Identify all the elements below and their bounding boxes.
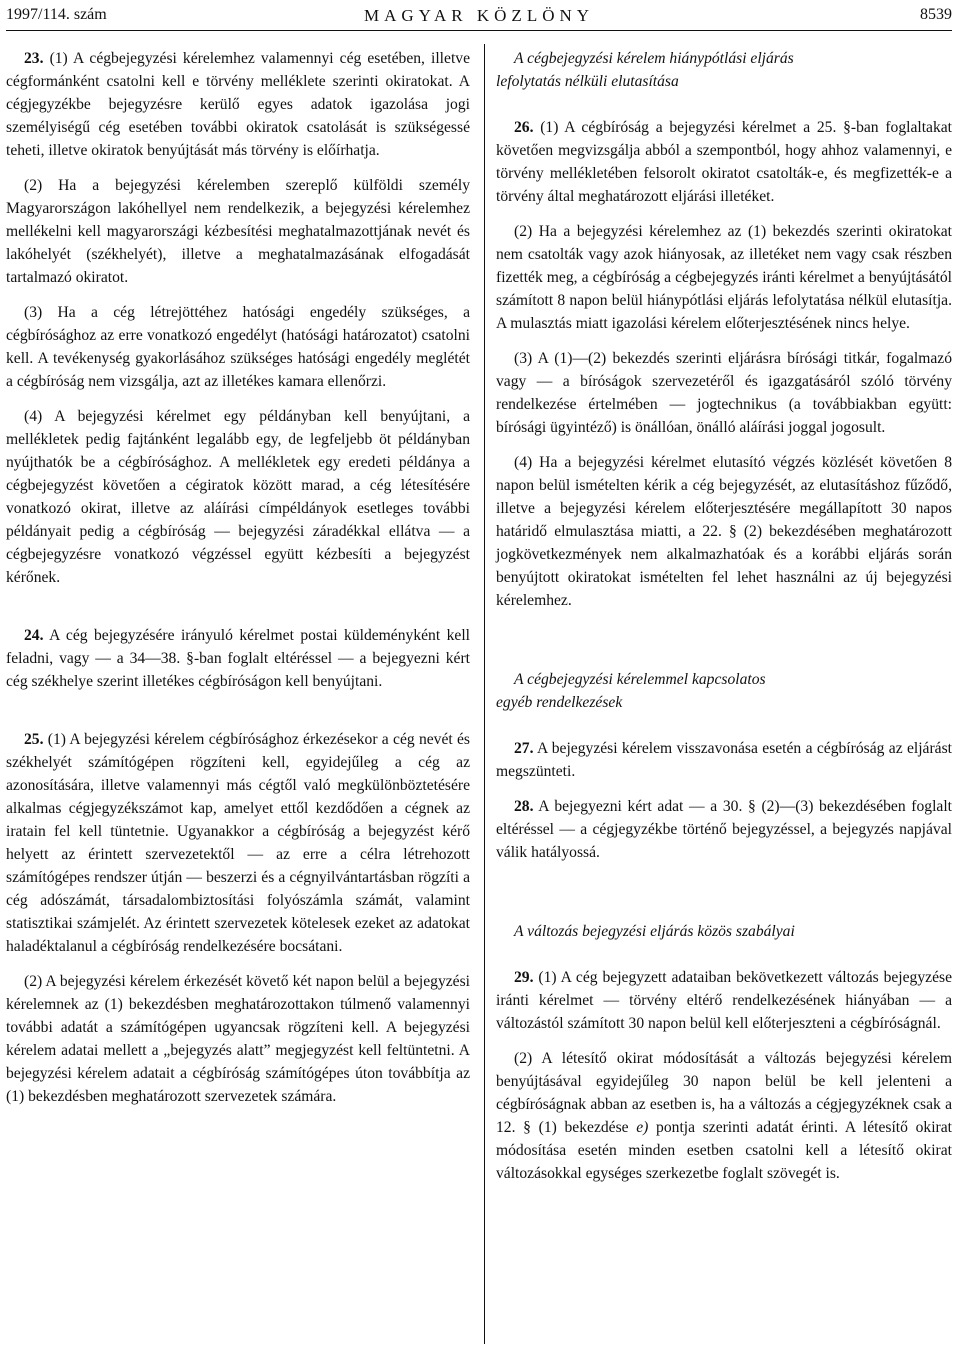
- heading-line: lefolytatás nélküli elutasítása: [496, 73, 679, 90]
- section-23-para-3: (3) Ha a cég létrejöttéhez hatósági engedély szükséges, a cégbírósághoz az erre vonatkozó engedélyt (hatósági határozatot) csatolni kell. A tevékenység gyakorlásához szükséges hatósági engedély meglétét a cégbíróság nem vizsgálja, azt az illetékes kamara ellenőrzi.: [6, 304, 470, 390]
- section-heading-3: A változás bejegyzési eljárás közös szabályai: [514, 923, 795, 940]
- section-heading-2: [496, 668, 952, 714]
- paragraph-text: (1) A cégbíróság a bejegyzési kérelmet a 25. §-ban foglaltakat követően megvizsgálja abból a szempontból, hogy ahhoz valamennyi, e törvény mellékletében felsorolt okiratot csatolták-e, és megfizették-e a törvény által meghatározott eljárási illetéket.: [496, 119, 952, 205]
- heading-line: A cégbejegyzési kérelemmel kapcsolatos: [514, 671, 766, 688]
- section-number: 25.: [24, 731, 44, 748]
- page-number: 8539: [920, 6, 952, 23]
- section-26-para-4: (4) Ha a bejegyzési kérelmet elutasító végzés közlését követően 8 napon belül ismételten kérik a cég bejegyzését, az elutasításhoz fűződő, illetve a bejegyzési kérelem előterjesztésére megállapított 30 napos határidő elmulasztása miatti, a 22. § (2) bekezdésében meghatározott jogkövetkezmények nem alkalmazhatóak és a korábbi eljárás során benyújtott okiratokat ismételten fel lehet használni az új bejegyzési kérelemhez.: [496, 454, 952, 609]
- section-number: 23.: [24, 50, 44, 67]
- left-column: [6, 47, 470, 1108]
- section-number: 26.: [514, 119, 534, 136]
- section-number: 29.: [514, 969, 534, 986]
- paragraph-text: (1) A bejegyzési kérelem cégbírósághoz érkezésekor a cég nevét és székhelyét számítógépen rögzíteni kell, egyidejűleg a cég az azonosítására, illetve valamennyi más cégtől való megkülönböztetésére alkalmas cégjegyzékszámot kap, amelyet ettől kezdődően a cégnek az iratain fel kell tüntetnie. Ugyanakkor a cégbíróság a bejegyzést kérő helyett az érintett szervezetektől — az erre a célra létrehozott számítógépes rendszer útján — beszerzi és a cégnyilvántartásban rögzíti a cég adószámát, társadalombiztosítási folyószámla számát, valamint statisztikai számjelét. Az érintett szervezetek kötelesek ezeket az adatokat haladéktalanul a cégbíróság rendelkezésére bocsátani.: [6, 731, 470, 955]
- section-29-para-2: [496, 1047, 952, 1185]
- section-23-para-1: [6, 47, 470, 162]
- column-divider: [484, 44, 485, 1344]
- page-header: [6, 6, 952, 32]
- section-heading-1: [496, 47, 952, 93]
- section-number: 28.: [514, 798, 534, 815]
- paragraph-text: A bejegyezni kért adat — a 30. § (2)—(3) bekezdésében foglalt eltéréssel — a cégjegyzékbe történő bejegyzéssel, a bejegyzés napjával válik hatályossá.: [496, 798, 952, 861]
- section-26-para-2: (2) Ha a bejegyzési kérelemhez az (1) bekezdés szerinti okiratokat nem csatolták vagy azok hiányosak, az illetéket nem vagy csak részben fizették meg, a cégbíróság a cégbejegyzés iránti kérelmet a benyújtásától számított 8 napon belül hiánypótlási eljárás lefolytatása nélkül elutasítja. A mulasztás miatt igazolási kérelem előterjesztésének nincs helye.: [496, 223, 952, 332]
- heading-line: A cégbejegyzési kérelem hiánypótlási eljárás: [514, 50, 794, 67]
- header-rule: [6, 30, 952, 31]
- point-reference: e): [636, 1119, 649, 1136]
- section-number: 24.: [24, 627, 44, 644]
- paragraph-text: (2) A létesítő okirat módosítását a változás bejegyzési kérelem benyújtásával egyidejűleg 30 napon belül be kell jelenteni a cégbíróságnak abban az esetben is, ha a változás a cégjegyzéknek csak a 12. § (1) bekezdése: [496, 1050, 952, 1136]
- section-28: [496, 795, 952, 864]
- paragraph-text: A cég bejegyzésére irányuló kérelmet postai küldeményként kell feladni, vagy — a 34—38. §-ban foglalt eltéréssel — a bejegyezni kért cég székhelye szerint illetékes cégbíróságon kell benyújtani.: [6, 627, 470, 690]
- section-24: [6, 624, 470, 693]
- section-26-para-1: [496, 116, 952, 208]
- paragraph-text: pontja szerinti adatát érinti. A létesítő okirat módosítása esetén minden esetben csatolni kell a létesítő okirat változásokkal egységes szerkezetbe foglalt szövegét is.: [496, 1119, 952, 1182]
- section-23-para-4: (4) A bejegyzési kérelmet egy példányban kell benyújtani, a mellékletek pedig fajtánként legalább egy, de legfeljebb öt példányban nyújthatók be a cégbírósághoz. A mellékletek egy eredeti példánya a cégbejegyzést követően a cégiratok között marad, a cég létesítésére vonatkozó okirat, illetve az aláírási címpéldányok esetleges további példányait pedig a cégbíróság — bejegyzési záradékkal ellátva — a cégbejegyzésre vonatkozó végzéssel együtt kézbesíti a bejegyzést kérőnek.: [6, 408, 470, 586]
- section-23-para-2: (2) Ha a bejegyzési kérelemben szereplő külföldi személy Magyarországon lakóhellyel nem rendelkezik, a bejegyzési kérelemhez mellékelni kell magyarországi kézbesítési meghatalmazottjának nevét és lakóhelyét (székhelyét), illetve a meghatalmazásának elfogadását tartalmazó okiratot.: [6, 177, 470, 286]
- heading-line: egyéb rendelkezések: [496, 694, 623, 711]
- section-29-para-1: [496, 966, 952, 1035]
- paragraph-text: A bejegyzési kérelem visszavonása esetén a cégbíróság az eljárást megszünteti.: [496, 740, 952, 780]
- section-25-para-2: (2) A bejegyzési kérelem érkezését követő két napon belül a bejegyzési kérelemnek az (1) bekezdésben meghatározottakon túlmenő valamennyi további adatát a számítógépen ugyancsak rögzíteni kell. A bejegyzési kérelem adatai mellett a „bejegyzés alatt” megjegyzést kell feltüntetni. A bejegyzési kérelem adatait a cégbíróság számítógépes úton továbbítja az (1) bekezdésben meghatározott szervezetek számára.: [6, 973, 470, 1105]
- publication-title: MAGYAR KÖZLÖNY: [363, 6, 595, 25]
- section-27: [496, 737, 952, 783]
- right-column: [496, 47, 952, 1185]
- issue-number: 1997/114. szám: [6, 6, 107, 23]
- section-26-para-3: (3) A (1)—(2) bekezdés szerinti eljárásra bírósági titkár, fogalmazó vagy — a bíróságok szervezetéről és igazgatásáról szóló törvény rendelkezése értelmében — jogtechnikus (a továbbiakban együtt: bírósági ügyintéző) is önállóan, önálló aláírási joggal jogosult.: [496, 350, 952, 436]
- paragraph-text: (1) A cég bejegyzett adataiban bekövetkezett változás bejegyzése iránti kérelmet — törvény eltérő rendelkezésének hiányában — a változástól számított 30 napon belül kell előterjeszteni a cégbíróságnál.: [496, 969, 952, 1032]
- section-number: 27.: [514, 740, 534, 757]
- section-25-para-1: [6, 728, 470, 958]
- paragraph-text: (1) A cégbejegyzési kérelemhez valamennyi cég esetében, illetve cégformánként csatolni kell e törvény melléklete szerinti okiratokat. A cégjegyzékbe bejegyzésre kerülő egyes adatok igazolása jogi személyiségű cég esetében további okiratok csatolását is szükségessé teheti, illetve okiratok benyújtását más törvény is előírhatja.: [6, 50, 470, 159]
